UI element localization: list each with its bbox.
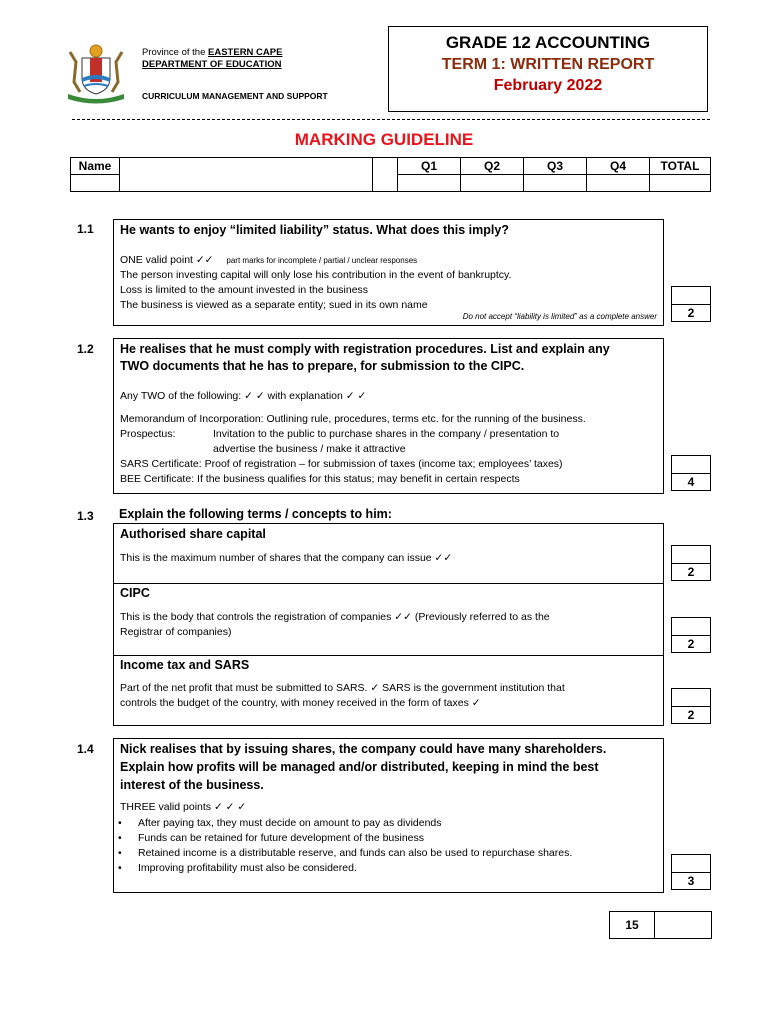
q12-question-line-1: He realises that he must comply with registration procedures. List and explain any bbox=[120, 342, 610, 356]
q13-mark-blank-1[interactable] bbox=[672, 546, 710, 564]
q13-answer-2b: Registrar of companies) bbox=[120, 626, 232, 638]
q13-number: 1.3 bbox=[77, 509, 94, 523]
term-title: TERM 1: WRITTEN REPORT bbox=[441, 56, 655, 73]
spacer-cell bbox=[373, 158, 398, 192]
q14-question-line-3: interest of the business. bbox=[120, 778, 264, 792]
col-total: TOTAL bbox=[650, 158, 711, 175]
q11-mark-box bbox=[671, 286, 711, 322]
q13-marks-2: 2 bbox=[687, 637, 695, 651]
province-prefix: Province of the bbox=[142, 47, 209, 58]
q11-point-note: part marks for incomplete / partial / unclear responses bbox=[226, 256, 418, 265]
col-q1: Q1 bbox=[398, 158, 461, 175]
col-q2: Q2 bbox=[461, 158, 524, 175]
q12-prospectus-label: Prospectus: bbox=[120, 428, 176, 440]
q13-mark-box-1 bbox=[671, 545, 711, 581]
grade-title: GRADE 12 ACCOUNTING bbox=[445, 33, 651, 52]
name-empty bbox=[71, 175, 120, 192]
q12-number: 1.2 bbox=[77, 342, 94, 356]
col-q3: Q3 bbox=[524, 158, 587, 175]
score-q2[interactable] bbox=[461, 175, 524, 192]
title-box bbox=[388, 26, 708, 112]
name-label: Name bbox=[71, 158, 120, 175]
q14-question-line-2: Explain how profits will be managed and/or distributed, keeping in mind the best bbox=[120, 760, 599, 774]
q14-bullet-3: • Retained income is a distributable reserve, and funds can also be used to repurchase shares. bbox=[114, 846, 572, 861]
q11-number: 1.1 bbox=[77, 222, 94, 236]
q14-mark-blank[interactable] bbox=[672, 855, 710, 873]
q13-term-2: CIPC bbox=[120, 586, 150, 600]
q11-answer-1: The person investing capital will only lose his contribution in the event of bankruptcy. bbox=[120, 269, 512, 281]
province-label bbox=[142, 47, 282, 71]
q13-heading: Explain the following terms / concepts to him: bbox=[119, 507, 392, 521]
total-marks-table bbox=[609, 911, 712, 939]
q13-box bbox=[113, 523, 664, 726]
q11-answer-2: Loss is limited to the amount invested in the business bbox=[120, 284, 369, 296]
q13-term-3: Income tax and SARS bbox=[120, 658, 250, 672]
q11-marks: 2 bbox=[687, 306, 695, 320]
q11-point-label: ONE valid point ✓✓ bbox=[120, 254, 214, 266]
q14-intro: THREE valid points ✓ ✓ ✓ bbox=[120, 801, 247, 813]
q13-mark-box-2 bbox=[671, 617, 711, 653]
date-title: February 2022 bbox=[493, 77, 603, 94]
dashed-divider bbox=[72, 119, 710, 120]
q14-bullet-list bbox=[114, 816, 572, 876]
q12-prospectus-2: advertise the business / make it attractive bbox=[213, 443, 406, 455]
score-q4[interactable] bbox=[587, 175, 650, 192]
total-score-field[interactable] bbox=[655, 912, 712, 939]
q14-bullet-1: • After paying tax, they must decide on amount to pay as dividends bbox=[114, 816, 572, 831]
q11-point-line bbox=[120, 253, 417, 268]
q14-box bbox=[113, 738, 664, 893]
q14-marks: 3 bbox=[687, 874, 695, 888]
q12-memo: Memorandum of Incorporation: Outlining rule, procedures, terms etc. for the running of the business. bbox=[120, 413, 586, 425]
q13-answer-2a: This is the body that controls the registration of companies ✓✓ (Previously referred to as the bbox=[120, 611, 550, 623]
q14-mark-box bbox=[671, 854, 711, 890]
q13-answer-3b: controls the budget of the country, with money received in the form of taxes ✓ bbox=[120, 697, 481, 709]
score-q1[interactable] bbox=[398, 175, 461, 192]
score-q3[interactable] bbox=[524, 175, 587, 192]
col-q4: Q4 bbox=[587, 158, 650, 175]
q13-answer-3a: Part of the net profit that must be submitted to SARS. ✓ SARS is the government institution that bbox=[120, 682, 565, 694]
q12-marks: 4 bbox=[687, 475, 695, 489]
q12-question-line-2: TWO documents that he has to prepare, for submission to the CIPC. bbox=[120, 359, 525, 373]
q13-mark-box-3 bbox=[671, 688, 711, 724]
department-name: DEPARTMENT OF EDUCATION bbox=[142, 59, 282, 70]
q13-mark-blank-2[interactable] bbox=[672, 618, 710, 636]
total-marks: 15 bbox=[610, 912, 655, 939]
eastern-cape-crest-logo bbox=[64, 42, 128, 104]
q12-mark-blank[interactable] bbox=[672, 456, 710, 474]
name-field-lower[interactable] bbox=[120, 175, 373, 192]
q13-mark-blank-3[interactable] bbox=[672, 689, 710, 707]
score-table bbox=[70, 157, 711, 192]
score-total[interactable] bbox=[650, 175, 711, 192]
q13-divider-1 bbox=[114, 583, 663, 584]
q14-question-line-1: Nick realises that by issuing shares, the company could have many shareholders. bbox=[120, 742, 607, 756]
q14-bullet-2: • Funds can be retained for future development of the business bbox=[114, 831, 572, 846]
q13-divider-2 bbox=[114, 655, 663, 656]
q13-answer-1: This is the maximum number of shares that the company can issue ✓✓ bbox=[120, 552, 453, 564]
q12-box bbox=[113, 338, 664, 494]
q12-sars: SARS Certificate: Proof of registration – for submission of taxes (income tax; employees’ taxes) bbox=[120, 458, 563, 470]
province-name: EASTERN CAPE bbox=[208, 47, 283, 58]
q11-question: He wants to enjoy “limited liability” status. What does this imply? bbox=[120, 223, 509, 237]
q13-term-1: Authorised share capital bbox=[120, 527, 266, 541]
q11-mark-blank[interactable] bbox=[672, 287, 710, 305]
q14-bullet-4: • Improving profitability must also be considered. bbox=[114, 861, 572, 876]
q11-answer-3: The business is viewed as a separate entity; sued in its own name bbox=[120, 299, 428, 311]
q11-box bbox=[113, 219, 664, 326]
q12-mark-box bbox=[671, 455, 711, 491]
q13-marks-3: 2 bbox=[687, 708, 695, 722]
q12-bee: BEE Certificate: If the business qualifies for this status; may benefit in certain respects bbox=[120, 473, 520, 485]
name-field[interactable] bbox=[120, 158, 373, 175]
q12-intro: Any TWO of the following: ✓ ✓ with explanation ✓ ✓ bbox=[120, 390, 367, 402]
q13-marks-1: 2 bbox=[687, 565, 695, 579]
q11-note: Do not accept “liability is limited” as a complete answer bbox=[462, 312, 657, 321]
unit-name: CURRICULUM MANAGEMENT AND SUPPORT bbox=[142, 91, 328, 101]
page-title: MARKING GUIDELINE bbox=[294, 130, 474, 149]
q14-number: 1.4 bbox=[77, 742, 94, 756]
q12-prospectus-1: Invitation to the public to purchase shares in the company / presentation to bbox=[213, 428, 560, 440]
